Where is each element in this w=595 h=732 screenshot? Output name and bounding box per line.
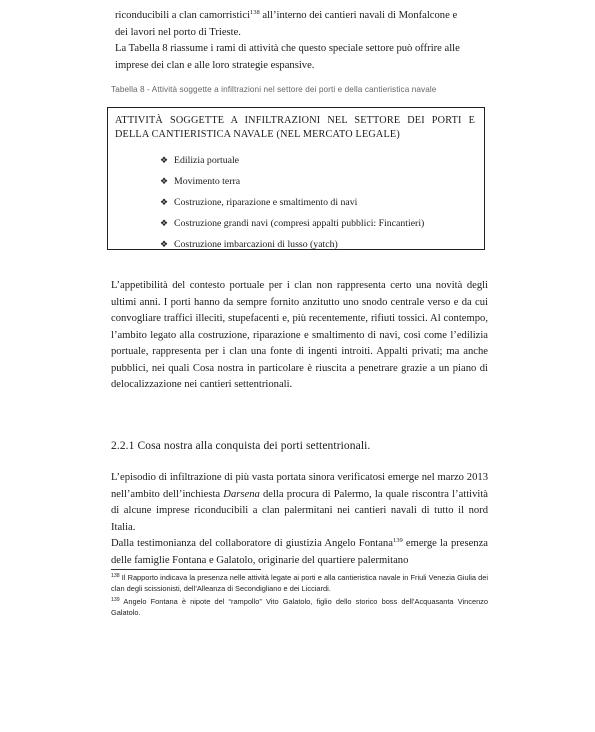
section-heading: 2.2.1 Cosa nostra alla conquista dei porti settentrionali. xyxy=(111,440,371,452)
footnote-ref-138[interactable]: 138 xyxy=(250,9,260,16)
inquiry-name: Darsena xyxy=(223,488,260,500)
footnote-139 xyxy=(111,597,488,618)
footnote-text: Angelo Fontana è nipote del “rampollo” Vito Galatolo, figlio dello storico boss dell’Acquasanta Vincenzo Galatolo. xyxy=(111,597,488,617)
intro-line-3: La Tabella 8 riassume i rami di attività che questo speciale settore può offrire alle xyxy=(115,43,460,54)
diamond-bullet-icon: ❖ xyxy=(160,176,169,186)
footnote-divider xyxy=(111,569,261,570)
table-title: ATTIVITÀ SOGGETTE A INFILTRAZIONI NEL SETTORE DEI PORTI E DELLA CANTIERISTICA NAVALE (NEL MERCATO LEGALE) xyxy=(115,115,475,140)
intro-paragraph xyxy=(115,8,488,74)
footnote-number: 139 xyxy=(111,597,120,603)
list-item-label: Movimento terra xyxy=(174,176,241,187)
intro-line-2: dei lavori nel porto di Trieste. xyxy=(115,26,241,38)
diamond-bullet-icon: ❖ xyxy=(160,155,169,165)
body-paragraph-darsena: L’episodio di infiltrazione di più vasta portata sinora verificatosi emerge nel marzo 2013 nell’ambito dell’inchiesta Darsena della procura di Palermo, la quale riscontra l’attività di alcune imprese riconducibili a clan palermitani nei cantieri navali di tutto il nord Italia. Dalla testimonianza del collaboratore di giustizia Angelo Fontana$^{139}$ emerge la presenza delle famiglie Fontana e Galatolo, originarie del quartiere palermitano xyxy=(111,472,489,566)
diamond-bullet-icon: ❖ xyxy=(160,239,169,249)
intro-line-4: imprese dei clan e alle loro strategie espansive. xyxy=(115,59,315,71)
list-item xyxy=(160,171,424,192)
footnote-ref-139[interactable]: 139 xyxy=(392,537,403,544)
diamond-bullet-icon: ❖ xyxy=(160,197,169,207)
body-paragraph-ports: L’appetibilità del contesto portuale per i clan non rappresenta certo una novità degli ultimi anni. I porti hanno da sempre fornito anzitutto uno snodo centrale verso e da cui convogliare traffici illeciti, stupefacenti e, più recentemente, rifiuti tossici. Al contempo, l’ambito legato alla costruzione, riparazione e smaltimento di navi, così come l’edilizia portuale, rappresenta per i clan una fonte di ingenti introiti. Appalti privati; ma anche pubblici, nei quali Cosa nostra in particolare è riuscita a penetrare grazie a un piano di delocalizzazione nei cantieri settentrionali. xyxy=(111,280,488,390)
list-item xyxy=(160,150,424,171)
activities-table xyxy=(107,107,485,250)
table-caption: Tabella 8 - Attività soggette a infiltrazioni nel settore dei porti e della cantieristica navale xyxy=(111,85,437,94)
activities-list xyxy=(160,150,424,255)
list-item xyxy=(160,192,424,213)
footnote-138 xyxy=(111,573,488,594)
intro-line-1: riconducibili a clan camorristici$^{138}$ all’interno dei cantieri navali di Monfalcone e xyxy=(115,9,458,21)
list-item-label: Costruzione imbarcazioni di lusso (yatch) xyxy=(174,239,338,250)
diamond-bullet-icon: ❖ xyxy=(160,218,169,228)
list-item-label: Edilizia portuale xyxy=(174,155,240,166)
list-item xyxy=(160,234,424,255)
list-item-label: Costruzione, riparazione e smaltimento di navi xyxy=(174,197,358,208)
footnote-text: Il Rapporto indicava la presenza nelle attività legate ai porti e alla cantieristica navale in Friuli Venezia Giulia dei clan degli scissionisti, dell’Alleanza di Secondigliano e dei Licciardi. xyxy=(111,573,488,593)
footnote-number: 138 xyxy=(111,573,120,579)
list-item-label: Costruzione grandi navi (compresi appalti pubblici: Fincantieri) xyxy=(174,218,425,229)
list-item xyxy=(160,213,424,234)
